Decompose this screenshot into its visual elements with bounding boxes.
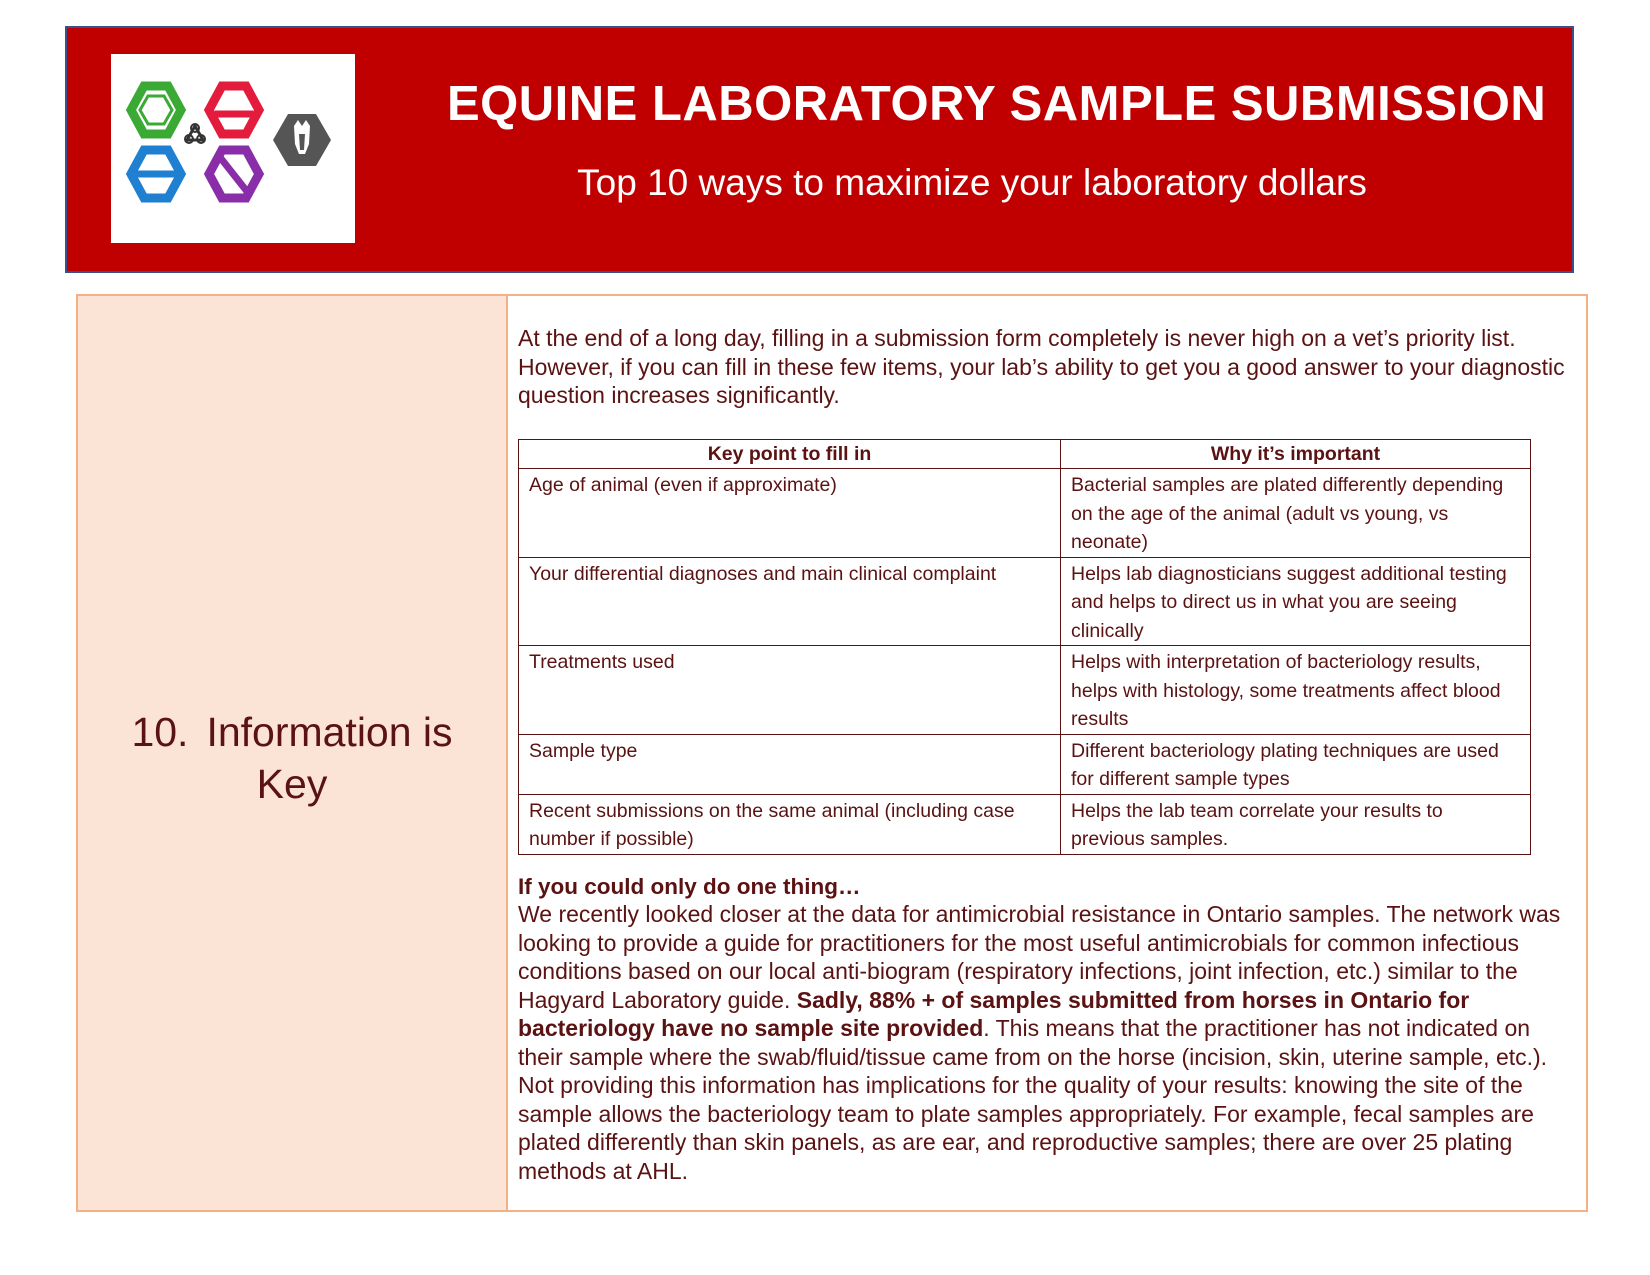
oahn-hexagon-logo-icon: [111, 54, 355, 243]
tip-number: 10.: [131, 709, 189, 755]
table-header-row: [519, 440, 1531, 469]
header-banner: [65, 26, 1574, 273]
one-thing-text-after: . This means that the practitioner has not indicated on their sample where the swab/fluid/tissue came from on the horse (incision, skin, uterine sample, etc.). Not providing this information has implications for the quality of your results: knowing the site of the sample allows the bacteriology team to plate samples appropriately. For example, fecal samples are plated differently than skin panels, as are ear, and reproductive samples; there are over 25 plating methods at AHL.: [518, 1015, 1548, 1184]
table-cell-why-important: Helps with interpretation of bacteriology results, helps with histology, some treatments affect blood results: [1061, 646, 1531, 735]
page-title: EQUINE LABORATORY SAMPLE SUBMISSION: [447, 77, 1547, 131]
table-cell-why-important: Helps the lab team correlate your results to previous samples.: [1061, 794, 1531, 854]
one-thing-heading: If you could only do one thing…: [518, 874, 861, 899]
table-header-why-important: Why it’s important: [1061, 440, 1531, 469]
one-thing-text-bold: Sadly, 88% + of samples submitted from horses in Ontario for bacteriology have no sample site provided: [518, 986, 1470, 1041]
tip-title-cell: [78, 296, 508, 1210]
intro-paragraph: At the end of a long day, filling in a submission form completely is never high on a vet’s priority list. However, if you can fill in these few items, your lab’s ability to get you a good answer to your diagnostic question increases significantly.: [518, 325, 1565, 408]
table-row: [519, 469, 1531, 558]
table-cell-key-point: Age of animal (even if approximate): [519, 469, 1061, 558]
table-cell-key-point: Sample type: [519, 734, 1061, 794]
table-row: [519, 557, 1531, 646]
tip-title: [78, 706, 506, 810]
key-points-table: [518, 439, 1531, 855]
table-row: [519, 734, 1531, 794]
tip-title-line1: Information is: [206, 709, 453, 755]
table-row: [519, 794, 1531, 854]
page-subtitle: Top 10 ways to maximize your laboratory dollars: [577, 162, 1367, 203]
table-row: [519, 646, 1531, 735]
one-thing-paragraph: [518, 900, 1580, 1185]
table-cell-why-important: Helps lab diagnosticians suggest additional testing and helps to direct us in what you are seeing clinically: [1061, 557, 1531, 646]
tip-title-line2: Key: [256, 761, 328, 807]
oahn-logo: [111, 54, 355, 243]
table-header-key-point: Key point to fill in: [519, 440, 1061, 469]
tip-panel: [76, 294, 1588, 1212]
table-cell-why-important: Different bacteriology plating techniques are used for different sample types: [1061, 734, 1531, 794]
table-cell-key-point: Recent submissions on the same animal (including case number if possible): [519, 794, 1061, 854]
tip-content-cell: [518, 296, 1578, 1210]
table-cell-key-point: Your differential diagnoses and main clinical complaint: [519, 557, 1061, 646]
table-cell-why-important: Bacterial samples are plated differently depending on the age of the animal (adult vs young, vs neonate): [1061, 469, 1531, 558]
table-cell-key-point: Treatments used: [519, 646, 1061, 735]
one-thing-text-before: We recently looked closer at the data for antimicrobial resistance in Ontario samples. The network was looking to provide a guide for practitioners for the most useful antimicrobials for common infectious conditions based on our local anti-biogram (respiratory infections, joint infection, etc.) similar to the Hagyard Laboratory guide.: [518, 901, 1561, 1013]
